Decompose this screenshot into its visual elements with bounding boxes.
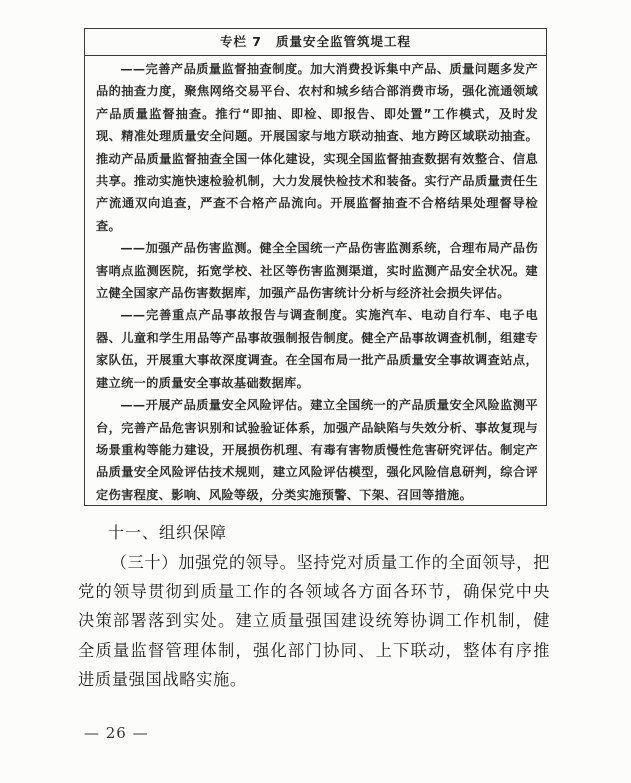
box-body [85, 56, 546, 506]
box-paragraph: ——完善产品质量监督抽查制度。加大消费投诉集中产品、质量问题多发产品的抽查力度，聚焦网络交易平台、农村和城乡结合部消费市场，强化流通领域产品质量监督抽查。推行“即抽、即检、即报告、即处置”工作模式，及时发现、精准处理质量安全问题。开展国家与地方联动抽查、地方跨区域联动抽查。推动产品质量监督抽查全国一体化建设，实现全国监督抽查数据有效整合、信息共享。推动实施快速检验机制，大力发展快检技术和装备。实行产品质量责任生产流通双向追查，严查不合格产品流向。开展监督抽查不合格结果处理督导检查。 [96, 62, 538, 233]
section-heading: 十一、组织保障 [108, 523, 228, 542]
box-paragraph: ——开展产品质量安全风险评估。建立全国统一的产品质量安全风险监测平台，完善产品危害识别和试验验证体系，加强产品缺陷与失效分析、事故复现与场景重构等能力建设，开展损伤机理、有毒有害物质慢性危害研究评估。制定产品质量安全风险评估技术规则，建立风险评估模型，强化风险信息研判，综合评定伤害程度、影响、风险等级，分类实施预警、下架、召回等措施。 [96, 398, 538, 502]
box-label: 专栏 7 [219, 34, 263, 49]
page-number: — 26 — [84, 724, 149, 742]
box-paragraph: ——完善重点产品事故报告与调查制度。实施汽车、电动自行车、电子电器、儿童和学生用品等产品事故强制报告制度。健全产品事故调查机制，组建专家队伍，开展重大事故深度调查。在全国布局一批产品质量安全事故调查站点，建立统一的质量安全事故基础数据库。 [96, 308, 538, 390]
sidebar-box [84, 28, 547, 506]
body-paragraph: （三十）加强党的领导。坚持党对质量工作的全面领导，把党的领导贯彻到质量工作的各领域各方面各环节，确保党中央决策部署落到实处。建立质量强国建设统筹协调工作机制，健全质量监督管理体制，强化部门协同、上下联动，整体有序推进质量强国战略实施。 [78, 553, 550, 689]
box-paragraph: ——加强产品伤害监测。健全全国统一产品伤害监测系统，合理布局产品伤害哨点监测医院，拓宽学校、社区等伤害监测渠道，实时监测产品安全状况。建立健全国家产品伤害数据库，加强产品伤害统计分析与经济社会损失评估。 [96, 241, 538, 301]
box-title-text: 质量安全监管筑堤工程 [276, 34, 412, 49]
box-title [85, 29, 546, 56]
